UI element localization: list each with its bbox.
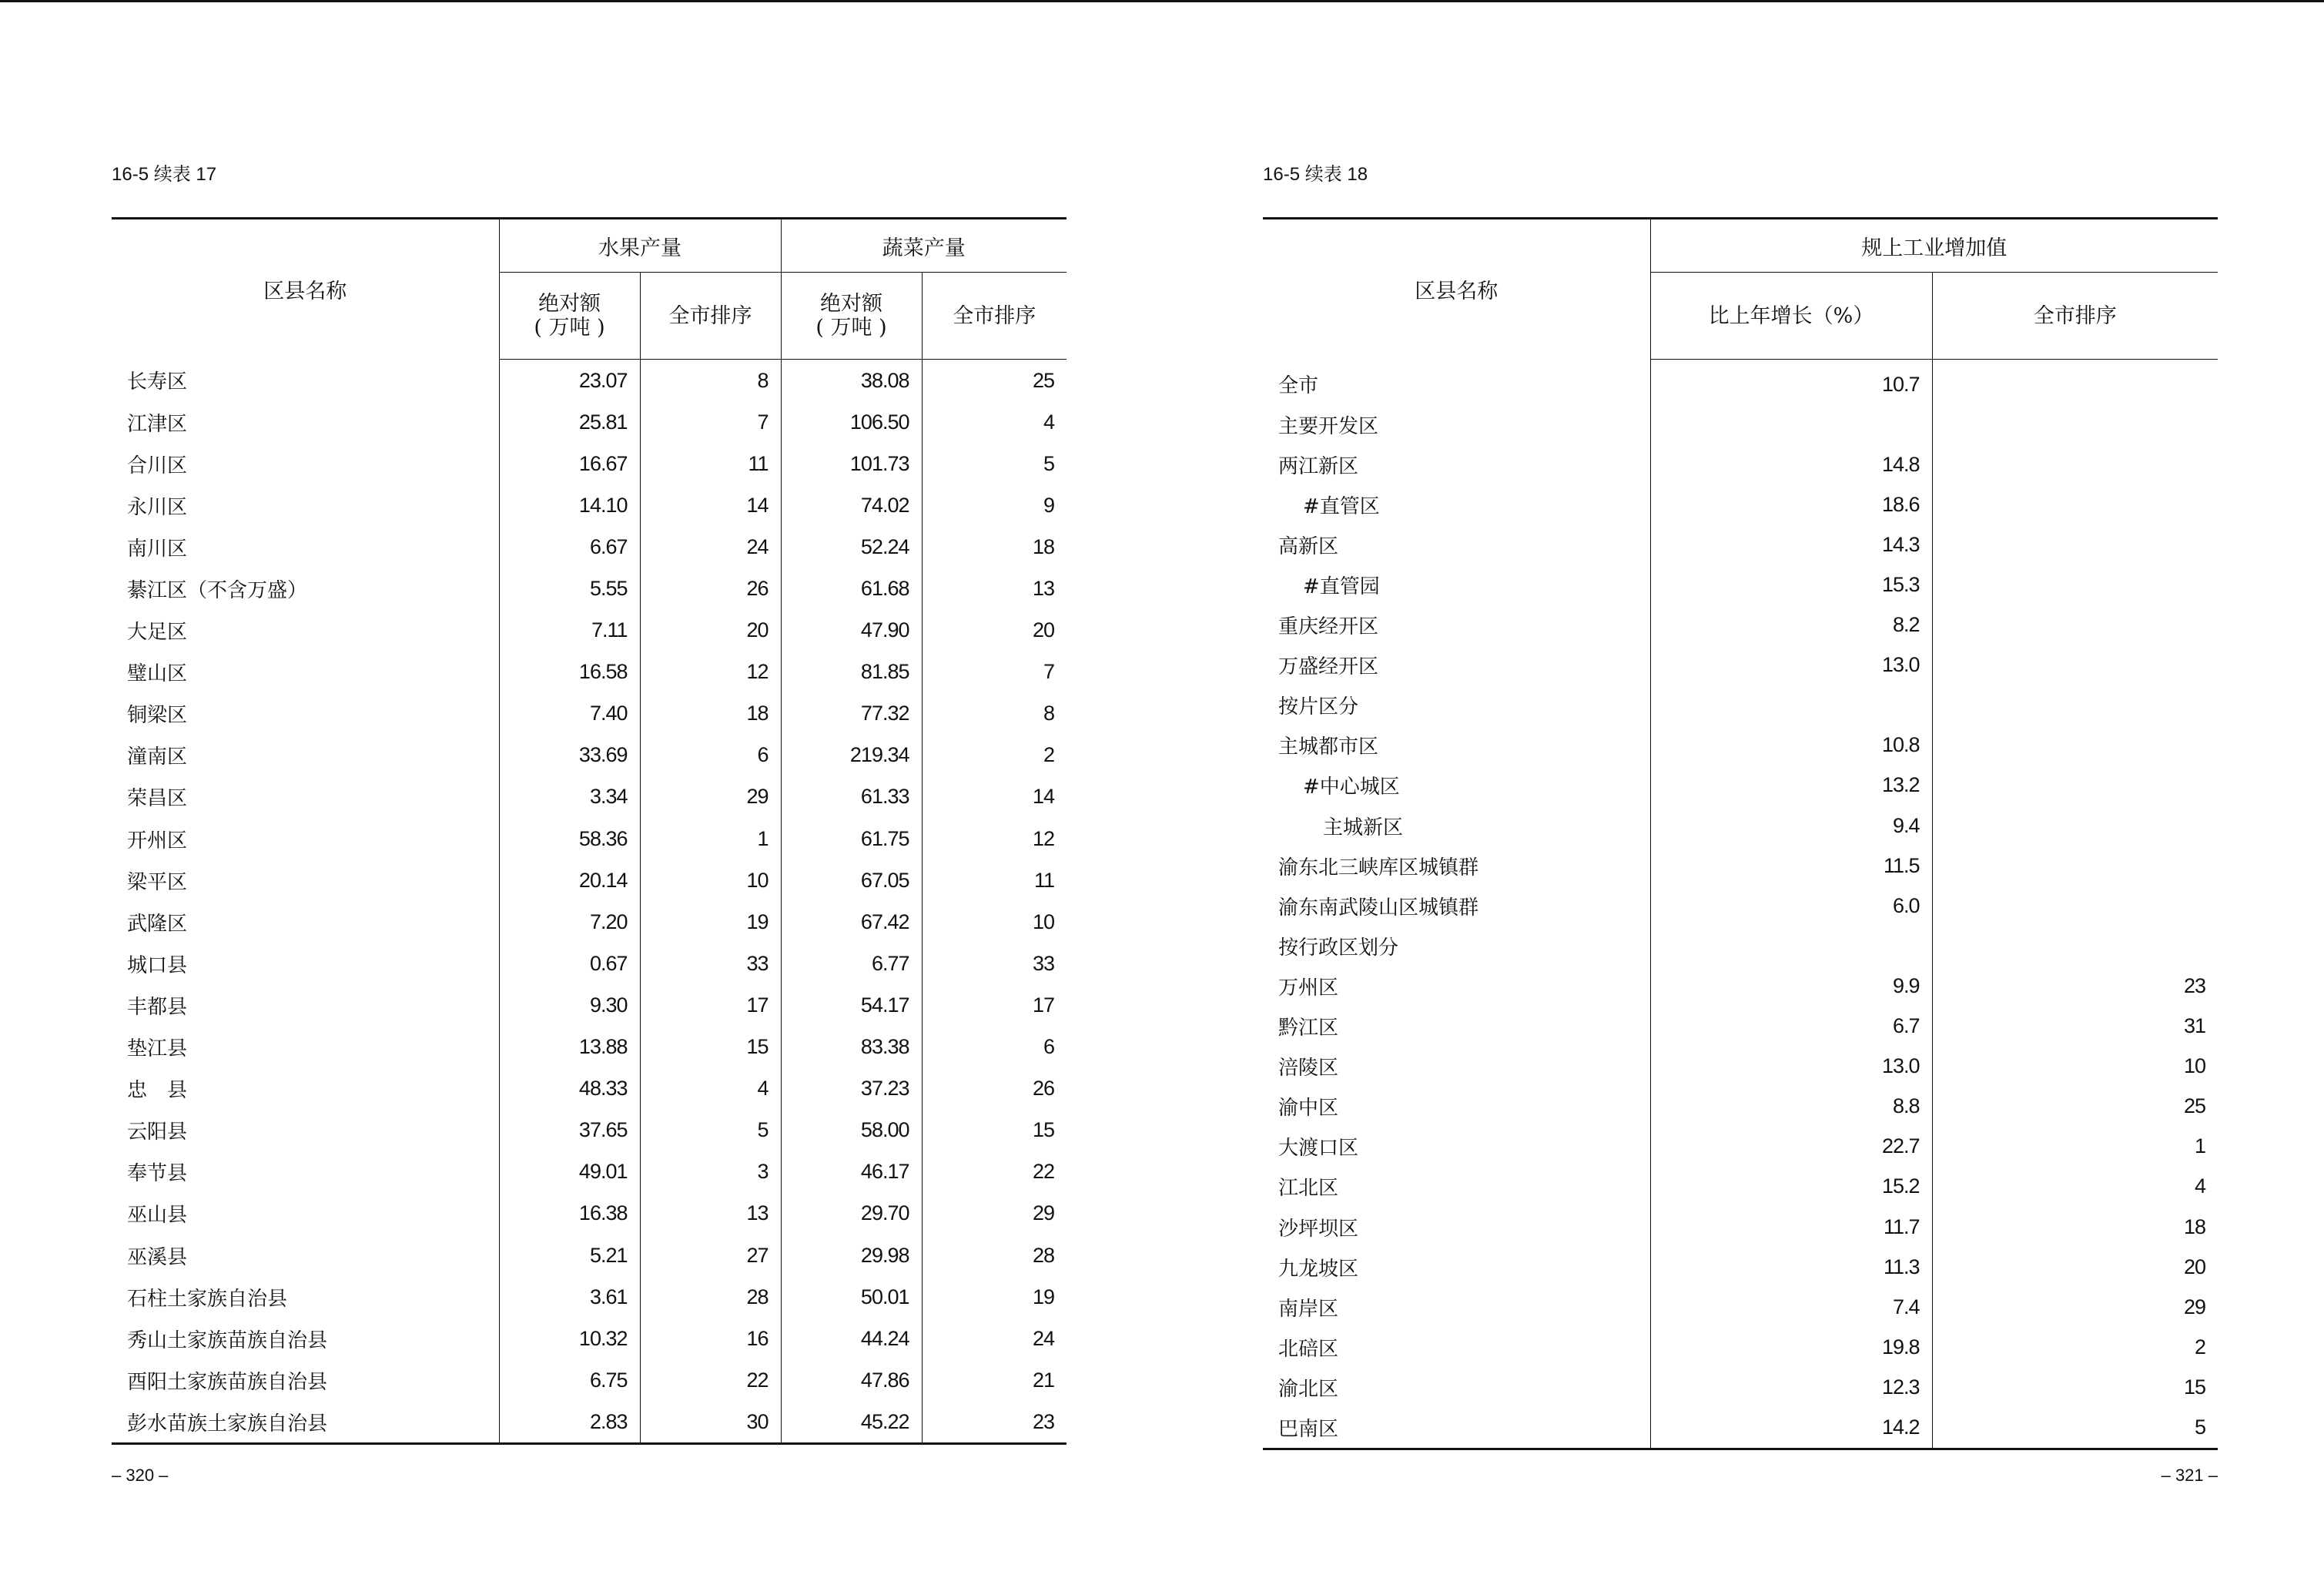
growth-rate-cell: [1650, 685, 1932, 725]
table-row: [112, 484, 1067, 526]
table-row: [112, 401, 1067, 443]
fruit-rank-cell: 8: [640, 360, 781, 402]
district-name-cell: 石柱土家族自治县: [127, 1287, 288, 1311]
growth-rate-cell: 8.2: [1650, 605, 1932, 645]
fruit-rank-cell: 19: [640, 901, 781, 943]
table-row: [1263, 1287, 2218, 1327]
vegetable-rank-cell: 11: [922, 859, 1067, 901]
table-row: [1263, 766, 2218, 806]
growth-rate-cell: [1650, 926, 1932, 966]
fruit-output-cell: 16.38: [499, 1193, 640, 1235]
vegetable-rank-cell: 14: [922, 776, 1067, 818]
growth-rate-cell: 22.7: [1650, 1127, 1932, 1167]
district-name-cell: 按片区分: [1278, 695, 1359, 719]
header-fruit-output: 水果产量: [499, 219, 781, 273]
vegetable-rank-cell: 26: [922, 1068, 1067, 1110]
table-row: [1263, 1127, 2218, 1167]
left-table-title: 16-5 续表 17: [112, 164, 217, 185]
fruit-rank-cell: 24: [640, 526, 781, 568]
header-city-rank: 全市排序: [1932, 273, 2218, 360]
district-name-cell: #中心城区: [1303, 776, 1400, 799]
growth-rate-cell: 7.4: [1650, 1287, 1932, 1327]
fruit-output-cell: 2.83: [499, 1401, 640, 1444]
fruit-output-cell: 16.67: [499, 443, 640, 484]
vegetable-rank-cell: 21: [922, 1359, 1067, 1401]
left-page-number: – 320 –: [112, 1466, 169, 1485]
table-row: [112, 1068, 1067, 1110]
city-rank-cell: [1932, 766, 2218, 806]
vegetable-output-cell: 74.02: [781, 484, 922, 526]
table-row: [1263, 926, 2218, 966]
left-data-table: [112, 217, 1067, 1445]
table-row: [112, 568, 1067, 609]
table-row: [1263, 1047, 2218, 1087]
vegetable-rank-cell: 7: [922, 652, 1067, 693]
district-name-cell: 黔江区: [1278, 1017, 1339, 1040]
fruit-rank-cell: 3: [640, 1151, 781, 1193]
district-name-cell: 璧山区: [127, 662, 188, 686]
header-vegetable-output: 蔬菜产量: [781, 219, 1067, 273]
table-row: [1263, 1207, 2218, 1247]
district-name-cell: 高新区: [1278, 534, 1339, 558]
vegetable-rank-cell: 23: [922, 1401, 1067, 1444]
growth-rate-cell: 14.2: [1650, 1407, 1932, 1449]
table-row: [1263, 685, 2218, 725]
growth-rate-cell: 13.0: [1650, 1047, 1932, 1087]
vegetable-output-cell: 67.42: [781, 901, 922, 943]
district-name-cell: 梁平区: [127, 870, 188, 894]
left-page: [112, 0, 1067, 1588]
fruit-output-cell: 48.33: [499, 1068, 640, 1110]
fruit-rank-cell: 6: [640, 735, 781, 776]
table-row: [112, 735, 1067, 776]
table-row: [1263, 1367, 2218, 1407]
fruit-output-cell: 0.67: [499, 943, 640, 984]
vegetable-output-cell: 50.01: [781, 1276, 922, 1318]
vegetable-output-cell: 67.05: [781, 859, 922, 901]
table-row: [1263, 444, 2218, 484]
district-name-cell: #直管园: [1303, 575, 1380, 599]
fruit-output-cell: 6.67: [499, 526, 640, 568]
right-data-table: [1263, 217, 2218, 1450]
district-name-cell: 潼南区: [127, 745, 188, 769]
table-row: [112, 1027, 1067, 1068]
growth-rate-cell: 10.8: [1650, 725, 1932, 766]
growth-rate-cell: 18.6: [1650, 484, 1932, 524]
district-name-cell: 重庆经开区: [1278, 615, 1379, 639]
fruit-output-cell: 37.65: [499, 1110, 640, 1151]
vegetable-rank-cell: 5: [922, 443, 1067, 484]
table-row: [112, 1359, 1067, 1401]
district-name-cell: 忠 县: [127, 1079, 188, 1103]
fruit-output-cell: 7.40: [499, 693, 640, 735]
vegetable-rank-cell: 12: [922, 818, 1067, 859]
table-row: [1263, 966, 2218, 1006]
growth-rate-cell: [1650, 404, 1932, 444]
city-rank-cell: [1932, 846, 2218, 886]
table-row: [112, 901, 1067, 943]
table-row: [1263, 1247, 2218, 1287]
growth-rate-cell: 12.3: [1650, 1367, 1932, 1407]
fruit-output-cell: 49.01: [499, 1151, 640, 1193]
fruit-output-cell: 23.07: [499, 360, 640, 402]
fruit-rank-cell: 27: [640, 1235, 781, 1276]
growth-rate-cell: 14.8: [1650, 444, 1932, 484]
district-name-cell: 巫山县: [127, 1204, 188, 1228]
city-rank-cell: [1932, 725, 2218, 766]
vegetable-output-cell: 45.22: [781, 1401, 922, 1444]
fruit-output-cell: 20.14: [499, 859, 640, 901]
growth-rate-cell: 11.7: [1650, 1207, 1932, 1247]
vegetable-output-cell: 81.85: [781, 652, 922, 693]
vegetable-output-cell: 61.68: [781, 568, 922, 609]
fruit-output-cell: 10.32: [499, 1318, 640, 1359]
vegetable-rank-cell: 13: [922, 568, 1067, 609]
growth-rate-cell: 10.7: [1650, 360, 1932, 405]
vegetable-output-cell: 37.23: [781, 1068, 922, 1110]
city-rank-cell: [1932, 886, 2218, 926]
city-rank-cell: [1932, 565, 2218, 605]
vegetable-rank-cell: 24: [922, 1318, 1067, 1359]
table-row: [112, 859, 1067, 901]
vegetable-output-cell: 101.73: [781, 443, 922, 484]
table-row: [112, 693, 1067, 735]
vegetable-rank-cell: 15: [922, 1110, 1067, 1151]
fruit-rank-cell: 11: [640, 443, 781, 484]
fruit-output-cell: 5.55: [499, 568, 640, 609]
district-name-cell: 江津区: [127, 412, 188, 436]
district-name-cell: 綦江区（不含万盛）: [127, 579, 308, 603]
district-name-cell: 主城都市区: [1278, 735, 1379, 759]
table-row: [112, 526, 1067, 568]
vegetable-output-cell: 106.50: [781, 401, 922, 443]
district-name-cell: 江北区: [1278, 1177, 1339, 1201]
district-name-cell: 彭水苗族土家族自治县: [112, 1401, 499, 1444]
header-fruit-absolute-unit: ( 万吨 ): [534, 316, 605, 340]
district-name-cell: 云阳县: [127, 1121, 188, 1144]
table-row: [1263, 725, 2218, 766]
vegetable-output-cell: 38.08: [781, 360, 922, 402]
growth-rate-cell: 8.8: [1650, 1087, 1932, 1127]
fruit-output-cell: 3.34: [499, 776, 640, 818]
fruit-output-cell: 25.81: [499, 401, 640, 443]
fruit-rank-cell: 29: [640, 776, 781, 818]
growth-rate-cell: 15.3: [1650, 565, 1932, 605]
growth-rate-cell: 11.5: [1650, 846, 1932, 886]
header-fruit-absolute-line1: 绝对额: [538, 292, 601, 316]
district-name-cell: 大足区: [127, 621, 188, 645]
header-growth-rate: 比上年增长（%）: [1650, 273, 1932, 360]
fruit-output-cell: 7.20: [499, 901, 640, 943]
city-rank-cell: 10: [1932, 1047, 2218, 1087]
fruit-rank-cell: 20: [640, 610, 781, 652]
district-name-cell: 南岸区: [1278, 1297, 1339, 1321]
city-rank-cell: [1932, 444, 2218, 484]
growth-rate-cell: 14.3: [1650, 524, 1932, 565]
city-rank-cell: 5: [1932, 1407, 2218, 1449]
fruit-output-cell: 14.10: [499, 484, 640, 526]
fruit-rank-cell: 5: [640, 1110, 781, 1151]
table-row: [112, 984, 1067, 1026]
header-district-name: 区县名称: [1263, 219, 1650, 360]
vegetable-output-cell: 29.98: [781, 1235, 922, 1276]
city-rank-cell: 18: [1932, 1207, 2218, 1247]
table-row: [1263, 360, 2218, 405]
district-name-cell: #直管区: [1303, 494, 1380, 518]
fruit-rank-cell: 15: [640, 1027, 781, 1068]
vegetable-output-cell: 29.70: [781, 1193, 922, 1235]
vegetable-rank-cell: 25: [922, 360, 1067, 402]
header-veg-rank: 全市排序: [922, 273, 1067, 360]
fruit-output-cell: 13.88: [499, 1027, 640, 1068]
vegetable-output-cell: 46.17: [781, 1151, 922, 1193]
district-name-cell: 铜梁区: [127, 704, 188, 728]
district-name-cell: 渝北区: [1278, 1377, 1339, 1401]
table-row: [1263, 484, 2218, 524]
table-row: [112, 818, 1067, 859]
fruit-output-cell: 5.21: [499, 1235, 640, 1276]
table-row: [1263, 886, 2218, 926]
right-page: [1263, 0, 2218, 1588]
vegetable-rank-cell: 10: [922, 901, 1067, 943]
vegetable-output-cell: 58.00: [781, 1110, 922, 1151]
vegetable-output-cell: 6.77: [781, 943, 922, 984]
vegetable-rank-cell: 9: [922, 484, 1067, 526]
district-name-cell: 荣昌区: [127, 787, 188, 811]
district-name-cell: 巴南区: [1263, 1407, 1650, 1449]
table-row: [1263, 1087, 2218, 1127]
fruit-rank-cell: 16: [640, 1318, 781, 1359]
vegetable-rank-cell: 17: [922, 984, 1067, 1026]
vegetable-rank-cell: 6: [922, 1027, 1067, 1068]
right-table-title: 16-5 续表 18: [1263, 164, 1368, 185]
fruit-rank-cell: 12: [640, 652, 781, 693]
city-rank-cell: [1932, 484, 2218, 524]
vegetable-rank-cell: 33: [922, 943, 1067, 984]
header-veg-absolute: [781, 273, 922, 360]
city-rank-cell: 29: [1932, 1287, 2218, 1327]
header-industrial-value-added: 规上工业增加值: [1650, 219, 2218, 273]
fruit-output-cell: 7.11: [499, 610, 640, 652]
fruit-rank-cell: 1: [640, 818, 781, 859]
city-rank-cell: [1932, 605, 2218, 645]
table-row: [1263, 1167, 2218, 1207]
table-row: [112, 360, 1067, 402]
table-row: [1263, 404, 2218, 444]
district-name-cell: 合川区: [127, 454, 188, 477]
header-veg-absolute-line1: 绝对额: [820, 292, 882, 316]
district-name-cell: 酉阳土家族苗族自治县: [127, 1370, 328, 1394]
vegetable-rank-cell: 22: [922, 1151, 1067, 1193]
city-rank-cell: [1932, 645, 2218, 685]
district-name-cell: 垫江县: [127, 1037, 188, 1061]
table-row: [1263, 1407, 2218, 1449]
district-name-cell: 万盛经开区: [1278, 655, 1379, 679]
table-row: [1263, 846, 2218, 886]
vegetable-output-cell: 47.90: [781, 610, 922, 652]
district-name-cell: 渝东北三峡库区城镇群: [1278, 856, 1479, 879]
header-row-groups: [1263, 219, 2218, 273]
table-row: [112, 776, 1067, 818]
vegetable-output-cell: 52.24: [781, 526, 922, 568]
growth-rate-cell: 6.0: [1650, 886, 1932, 926]
district-name-cell: 开州区: [127, 829, 188, 853]
city-rank-cell: [1932, 806, 2218, 846]
fruit-rank-cell: 17: [640, 984, 781, 1026]
growth-rate-cell: 9.9: [1650, 966, 1932, 1006]
header-fruit-rank: 全市排序: [640, 273, 781, 360]
table-row: [1263, 524, 2218, 565]
fruit-rank-cell: 13: [640, 1193, 781, 1235]
district-name-cell: 九龙坡区: [1278, 1257, 1359, 1281]
fruit-rank-cell: 26: [640, 568, 781, 609]
table-row: [112, 1318, 1067, 1359]
fruit-rank-cell: 22: [640, 1359, 781, 1401]
table-row: [112, 1110, 1067, 1151]
district-name-cell: 全市: [1278, 374, 1319, 398]
district-name-cell: 秀山土家族苗族自治县: [127, 1328, 328, 1352]
vegetable-rank-cell: 29: [922, 1193, 1067, 1235]
fruit-output-cell: 16.58: [499, 652, 640, 693]
growth-rate-cell: 6.7: [1650, 1007, 1932, 1047]
vegetable-output-cell: 44.24: [781, 1318, 922, 1359]
table-row: [112, 652, 1067, 693]
table-row: [1263, 565, 2218, 605]
right-page-number: – 321 –: [2161, 1466, 2218, 1485]
city-rank-cell: 4: [1932, 1167, 2218, 1207]
district-name-cell: 两江新区: [1278, 454, 1359, 478]
city-rank-cell: 23: [1932, 966, 2218, 1006]
city-rank-cell: [1932, 404, 2218, 444]
fruit-rank-cell: 33: [640, 943, 781, 984]
vegetable-rank-cell: 4: [922, 401, 1067, 443]
vegetable-rank-cell: 18: [922, 526, 1067, 568]
table-row: [112, 443, 1067, 484]
district-name-cell: 永川区: [127, 495, 188, 519]
table-row: [112, 943, 1067, 984]
fruit-output-cell: 33.69: [499, 735, 640, 776]
district-name-cell: 城口县: [127, 953, 188, 977]
city-rank-cell: [1932, 360, 2218, 405]
city-rank-cell: 25: [1932, 1087, 2218, 1127]
growth-rate-cell: 13.0: [1650, 645, 1932, 685]
header-district-name: 区县名称: [112, 219, 499, 360]
growth-rate-cell: 15.2: [1650, 1167, 1932, 1207]
fruit-rank-cell: 18: [640, 693, 781, 735]
vegetable-output-cell: 54.17: [781, 984, 922, 1026]
fruit-rank-cell: 14: [640, 484, 781, 526]
vegetable-rank-cell: 28: [922, 1235, 1067, 1276]
table-row: [112, 1276, 1067, 1318]
growth-rate-cell: 13.2: [1650, 766, 1932, 806]
fruit-output-cell: 9.30: [499, 984, 640, 1026]
fruit-output-cell: 58.36: [499, 818, 640, 859]
fruit-rank-cell: 28: [640, 1276, 781, 1318]
city-rank-cell: 31: [1932, 1007, 2218, 1047]
table-row: [1263, 645, 2218, 685]
district-name-cell: 奉节县: [127, 1162, 188, 1186]
district-name-cell: 长寿区: [127, 370, 188, 394]
vegetable-output-cell: 61.75: [781, 818, 922, 859]
fruit-rank-cell: 10: [640, 859, 781, 901]
district-name-cell: 沙坪坝区: [1278, 1217, 1359, 1241]
fruit-rank-cell: 30: [640, 1401, 781, 1444]
vegetable-rank-cell: 8: [922, 693, 1067, 735]
vegetable-rank-cell: 20: [922, 610, 1067, 652]
district-name-cell: 渝东南武陵山区城镇群: [1278, 896, 1479, 920]
district-name-cell: 渝中区: [1278, 1097, 1339, 1121]
district-name-cell: 南川区: [127, 537, 188, 561]
district-name-cell: 涪陵区: [1278, 1057, 1339, 1080]
city-rank-cell: 1: [1932, 1127, 2218, 1167]
table-row: [112, 1151, 1067, 1193]
table-row: [1263, 1327, 2218, 1367]
growth-rate-cell: 9.4: [1650, 806, 1932, 846]
city-rank-cell: [1932, 926, 2218, 966]
header-fruit-absolute: [499, 273, 640, 360]
city-rank-cell: [1932, 524, 2218, 565]
fruit-rank-cell: 4: [640, 1068, 781, 1110]
table-row: [112, 1401, 1067, 1444]
vegetable-output-cell: 219.34: [781, 735, 922, 776]
table-row: [1263, 1007, 2218, 1047]
table-row: [112, 1235, 1067, 1276]
city-rank-cell: [1932, 685, 2218, 725]
district-name-cell: 按行政区划分: [1278, 936, 1399, 960]
right-table-body: [1263, 360, 2218, 1449]
vegetable-output-cell: 77.32: [781, 693, 922, 735]
district-name-cell: 主城新区: [1323, 816, 1404, 839]
district-name-cell: 武隆区: [127, 912, 188, 936]
city-rank-cell: 2: [1932, 1327, 2218, 1367]
vegetable-rank-cell: 19: [922, 1276, 1067, 1318]
fruit-rank-cell: 7: [640, 401, 781, 443]
fruit-output-cell: 3.61: [499, 1276, 640, 1318]
vegetable-output-cell: 47.86: [781, 1359, 922, 1401]
district-name-cell: 大渡口区: [1278, 1137, 1359, 1161]
left-table-body: [112, 360, 1067, 1444]
district-name-cell: 丰都县: [127, 995, 188, 1019]
vegetable-output-cell: 83.38: [781, 1027, 922, 1068]
header-veg-absolute-unit: ( 万吨 ): [815, 316, 887, 340]
district-name-cell: 巫溪县: [127, 1245, 188, 1269]
table-row: [1263, 605, 2218, 645]
header-row-groups: [112, 219, 1067, 273]
vegetable-rank-cell: 2: [922, 735, 1067, 776]
city-rank-cell: 20: [1932, 1247, 2218, 1287]
district-name-cell: 主要开发区: [1278, 414, 1379, 438]
fruit-output-cell: 6.75: [499, 1359, 640, 1401]
district-name-cell: 北碚区: [1278, 1337, 1339, 1361]
growth-rate-cell: 11.3: [1650, 1247, 1932, 1287]
vegetable-output-cell: 61.33: [781, 776, 922, 818]
table-row: [1263, 806, 2218, 846]
district-name-cell: 万州区: [1278, 976, 1339, 1000]
city-rank-cell: 15: [1932, 1367, 2218, 1407]
table-row: [112, 1193, 1067, 1235]
growth-rate-cell: 19.8: [1650, 1327, 1932, 1367]
table-row: [112, 610, 1067, 652]
